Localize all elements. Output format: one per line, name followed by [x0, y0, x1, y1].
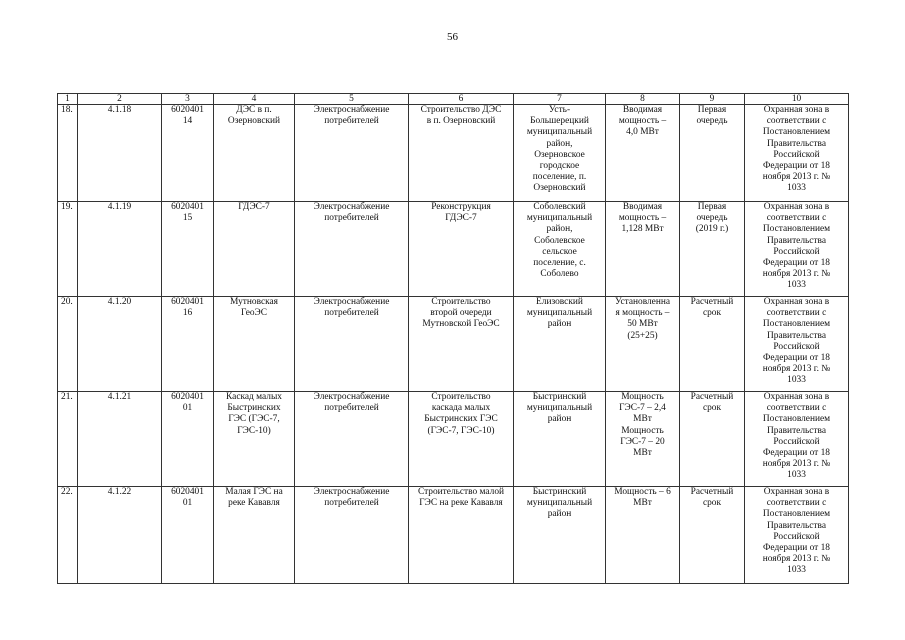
column-number: 7 — [514, 94, 606, 105]
code-cell: 4.1.19 — [78, 202, 162, 297]
table-row — [58, 392, 849, 487]
purpose-cell: Электроснабжение потребителей — [295, 487, 409, 584]
object-id-cell: 6020401 14 — [162, 105, 214, 202]
object-id-cell: 6020401 16 — [162, 297, 214, 392]
stage-cell: Первая очередь (2019 г.) — [680, 202, 745, 297]
purpose-cell: Электроснабжение потребителей — [295, 392, 409, 487]
protection-zone-cell: Охранная зона в соответствии с Постановлением Правительства Российской Федерации от 18 ноября 2013 г. № 1033 — [745, 202, 849, 297]
object-name-cell: Малая ГЭС на реке Кававля — [214, 487, 295, 584]
row-number-cell: 20. — [58, 297, 78, 392]
action-cell: Строительство каскада малых Быстринских ГЭС (ГЭС-7, ГЭС-10) — [409, 392, 514, 487]
action-cell: Реконструкция ГДЭС-7 — [409, 202, 514, 297]
column-number: 2 — [78, 94, 162, 105]
object-id-cell: 6020401 01 — [162, 487, 214, 584]
location-cell: Быстринский муниципальный район — [514, 392, 606, 487]
protection-zone-cell: Охранная зона в соответствии с Постановлением Правительства Российской Федерации от 18 ноября 2013 г. № 1033 — [745, 392, 849, 487]
location-cell: Усть- Большерецкий муниципальный район, Озерновское городское поселение, п. Озерновский — [514, 105, 606, 202]
column-number: 9 — [680, 94, 745, 105]
row-number-cell: 22. — [58, 487, 78, 584]
purpose-cell: Электроснабжение потребителей — [295, 202, 409, 297]
capacity-cell: Мощность ГЭС-7 – 2,4 МВт Мощность ГЭС-7 – 20 МВт — [606, 392, 680, 487]
stage-cell: Расчетный срок — [680, 392, 745, 487]
code-cell: 4.1.21 — [78, 392, 162, 487]
facilities-table — [57, 93, 849, 584]
column-number: 10 — [745, 94, 849, 105]
object-name-cell: ГДЭС-7 — [214, 202, 295, 297]
protection-zone-cell: Охранная зона в соответствии с Постановлением Правительства Российской Федерации от 18 ноября 2013 г. № 1033 — [745, 487, 849, 584]
column-number: 3 — [162, 94, 214, 105]
action-cell: Строительство второй очереди Мутновской ГеоЭС — [409, 297, 514, 392]
table-body — [58, 94, 849, 584]
row-number-cell: 21. — [58, 392, 78, 487]
action-cell: Строительство ДЭС в п. Озерновский — [409, 105, 514, 202]
protection-zone-cell: Охранная зона в соответствии с Постановлением Правительства Российской Федерации от 18 ноября 2013 г. № 1033 — [745, 105, 849, 202]
stage-cell: Расчетный срок — [680, 297, 745, 392]
table-row — [58, 297, 849, 392]
object-name-cell: Мутновская ГеоЭС — [214, 297, 295, 392]
purpose-cell: Электроснабжение потребителей — [295, 105, 409, 202]
location-cell: Быстринский муниципальный район — [514, 487, 606, 584]
table-row — [58, 487, 849, 584]
location-cell: Соболевский муниципальный район, Соболевское сельское поселение, с. Соболево — [514, 202, 606, 297]
table-row — [58, 105, 849, 202]
object-name-cell: ДЭС в п. Озерновский — [214, 105, 295, 202]
object-id-cell: 6020401 01 — [162, 392, 214, 487]
code-cell: 4.1.18 — [78, 105, 162, 202]
column-number: 8 — [606, 94, 680, 105]
object-name-cell: Каскад малых Быстринских ГЭС (ГЭС-7, ГЭС-10) — [214, 392, 295, 487]
page-number: 56 — [447, 31, 458, 43]
row-number-cell: 18. — [58, 105, 78, 202]
action-cell: Строительство малой ГЭС на реке Кававля — [409, 487, 514, 584]
stage-cell: Расчетный срок — [680, 487, 745, 584]
code-cell: 4.1.22 — [78, 487, 162, 584]
purpose-cell: Электроснабжение потребителей — [295, 297, 409, 392]
column-number: 6 — [409, 94, 514, 105]
protection-zone-cell: Охранная зона в соответствии с Постановлением Правительства Российской Федерации от 18 ноября 2013 г. № 1033 — [745, 297, 849, 392]
capacity-cell: Мощность – 6 МВт — [606, 487, 680, 584]
capacity-cell: Установленна я мощность – 50 МВт (25+25) — [606, 297, 680, 392]
object-id-cell: 6020401 15 — [162, 202, 214, 297]
table-row — [58, 202, 849, 297]
column-number: 1 — [58, 94, 78, 105]
code-cell: 4.1.20 — [78, 297, 162, 392]
column-number: 5 — [295, 94, 409, 105]
column-number-row — [58, 94, 849, 105]
capacity-cell: Вводимая мощность – 1,128 МВт — [606, 202, 680, 297]
stage-cell: Первая очередь — [680, 105, 745, 202]
row-number-cell: 19. — [58, 202, 78, 297]
location-cell: Елизовский муниципальный район — [514, 297, 606, 392]
column-number: 4 — [214, 94, 295, 105]
capacity-cell: Вводимая мощность – 4,0 МВт — [606, 105, 680, 202]
